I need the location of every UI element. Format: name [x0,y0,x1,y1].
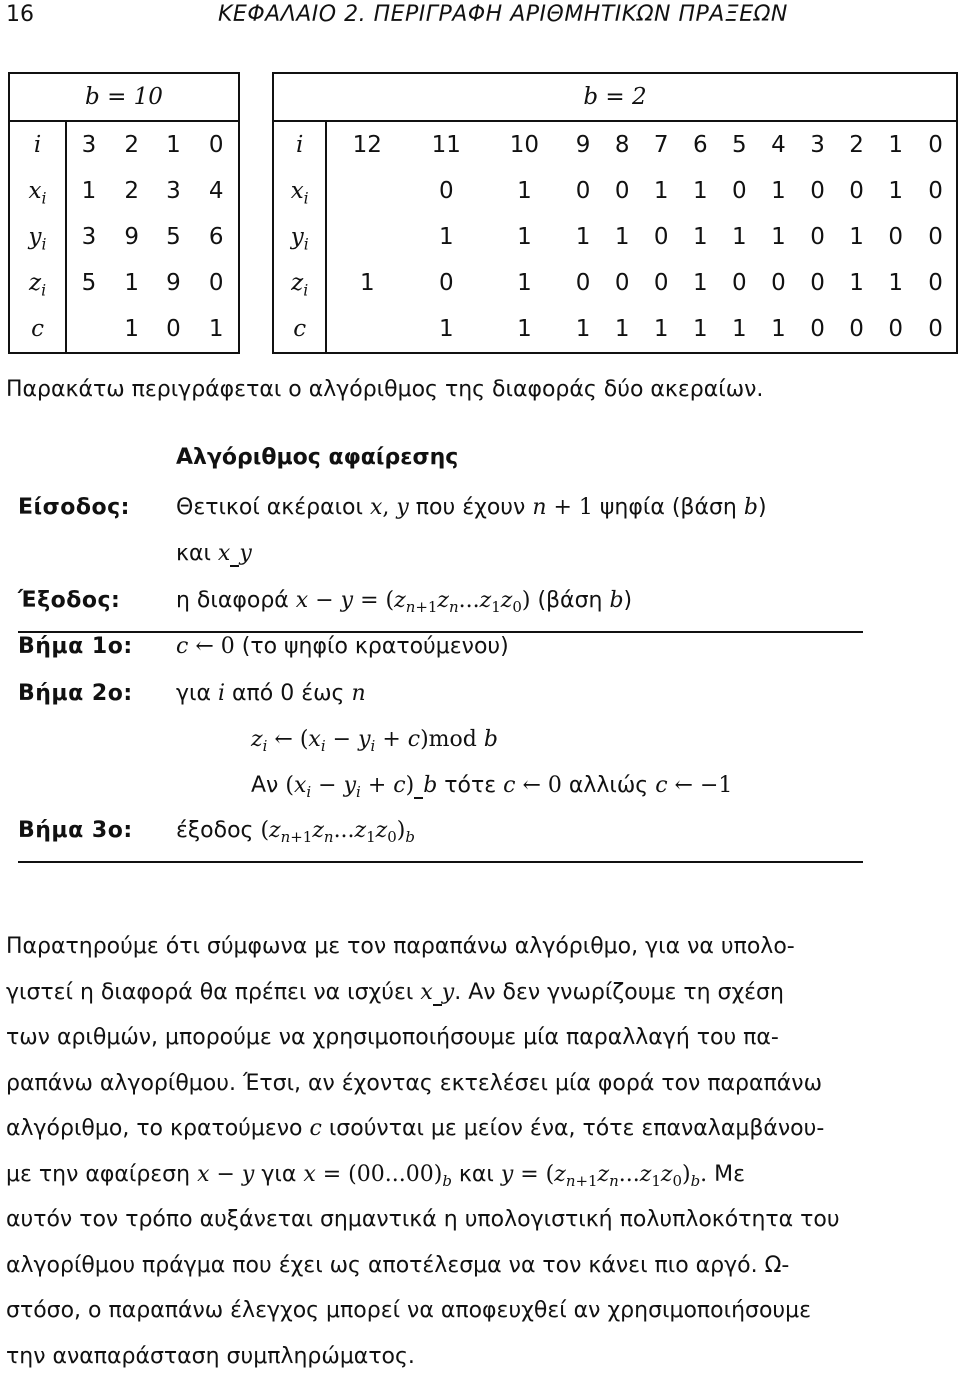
remark-text: ισούνται με μείον ένα, τότε επαναλαμβάνου- [329,1116,824,1141]
table-row [9,168,239,214]
table-cell: 0 [915,260,957,306]
table-cell: 3 [66,121,111,168]
remark-line: με την αφαίρεση x − y για $x = (00...00)_b$ και $y = (z_{n+1}z_n...z_1z_0)_b$. Με [6,1152,940,1198]
row-header [9,121,66,168]
geq-symbol [230,543,239,567]
table-cell: 0 [915,121,957,168]
table-cell: 2 [111,168,153,214]
table-cell: 3 [798,121,837,168]
table-row [9,121,239,168]
table-cell: 2 [837,121,876,168]
table-cell: 1 [681,306,720,353]
table-cell: 9 [564,121,603,168]
remark-text: αλγόριθμο, το κρατούμενο [6,1116,303,1141]
row-header-subscript: i [42,234,47,253]
table-cell: 0 [798,168,837,214]
step-2-if: Αν [251,773,278,798]
step-2-label: Βήμα 2ο: [18,681,133,706]
table-title: b = 10 [9,73,239,121]
algorithm-step-2-condition [18,773,873,819]
remark-text: και [459,1162,494,1187]
table-cell: 0 [837,168,876,214]
step-1-label: Βήμα 1ο: [18,634,133,659]
remark-line: στόσο, ο παραπάνω έλεγχος μπορεί να αποφευχθεί αν χρησιμοποιήσουμε [6,1288,940,1334]
table-cell [326,214,407,260]
table-cell: 1 [837,260,876,306]
table-cell: 1 [681,168,720,214]
table-cell: 1 [407,214,485,260]
table-cell: 5 [66,260,111,306]
input-text-part: ψηφία (βάση [600,495,737,520]
algorithm-title: Αλγόριθμος αφαίρεσης [176,445,458,470]
page-header [6,0,954,30]
row-header [273,121,326,168]
table-cell: 1 [153,121,195,168]
row-header-symbol: i [296,132,303,158]
step-2-text-part: για [176,681,211,706]
row-header [9,260,66,306]
table-row [273,214,957,260]
row-header [273,168,326,214]
step-3-label: Βήμα 3ο: [18,818,133,843]
remark-paragraph [6,924,940,1379]
geq-symbol [414,775,423,799]
table-cell: 1 [485,306,563,353]
step-2-text-part: από 0 έως [232,681,344,706]
row-header [9,306,66,353]
table-cell: 1 [603,306,642,353]
row-header [9,214,66,260]
table-base-2 [272,72,958,354]
row-header-subscript: i [41,280,46,299]
output-text-part: (βάση [537,588,602,613]
table-cell: 0 [194,260,239,306]
table-row [273,260,957,306]
row-header [9,168,66,214]
table-cell: 2 [111,121,153,168]
table-cell: 0 [915,214,957,260]
input-label: Είσοδος: [18,495,130,520]
table-row [273,121,957,168]
page-number: 16 [6,2,34,27]
table-cell: 0 [798,306,837,353]
table-cell: 1 [759,168,798,214]
remark-line: ραπάνω αλγορίθμου. Έτσι, αν έχοντας εκτελέσει μία φορά τον παραπάνω [6,1061,940,1107]
row-header-subscript: i [304,234,309,253]
table-cell: 0 [876,306,915,353]
table-cell: 9 [153,260,195,306]
row-header-symbol: c [293,316,306,342]
table-cell: 1 [603,214,642,260]
table-cell: 0 [603,168,642,214]
step-3-text: έξοδος $(z_{n+1}z_n...z_1z_0)_b$ [176,818,415,843]
table-cell: 0 [798,214,837,260]
step-1-text: c ← 0 (το ψηφίο κρατούμενου) [176,634,509,659]
table-cell: 5 [720,121,759,168]
step-1-text-part: (το ψηφίο κρατούμενου) [242,634,509,659]
row-header-symbol: i [34,132,41,158]
table-cell: 1 [720,306,759,353]
row-header-subscript: i [42,188,47,207]
remark-line: την αναπαράσταση συμπληρώματος. [6,1334,940,1379]
table-cell: 1 [759,306,798,353]
table-cell: 1 [485,168,563,214]
table-cell: 1 [564,214,603,260]
table-cell: 1 [111,306,153,353]
table-row [9,214,239,260]
remark-text: για [261,1162,296,1187]
table-cell: 11 [407,121,485,168]
table-cell: 0 [915,168,957,214]
table-cell: 1 [681,214,720,260]
table-cell: 7 [642,121,681,168]
chapter-title: ΚΕΦΑΛΑΙΟ 2. ΠΕΡΙΓΡΑΦΗ ΑΡΙΘΜΗΤΙΚΩΝ ΠΡΑΞΕΩΝ [218,2,788,27]
table-cell: 1 [326,260,407,306]
remark-line: Παρατηρούμε ότι σύμφωνα με τον παραπάνω αλγόριθμο, για να υπολο- [6,924,940,970]
table-cell: 1 [485,260,563,306]
input-condition-text: και x y [176,541,252,567]
output-text: η διαφορά $x - y = (z_{n+1}z_n...z_1z_0)$ (βάση b) [176,588,632,613]
table-row [9,306,239,353]
table-cell: 9 [111,214,153,260]
step-2-text: για i από 0 έως n [176,681,366,706]
table-cell: 0 [407,260,485,306]
row-header-subscript: i [303,280,308,299]
row-header [273,306,326,353]
algorithm-step-2 [18,681,873,727]
input-text-part: Θετικοί ακέραιοι [176,495,363,520]
step-2-assign-text: $z_i$ ← $(x_i - y_i + c)mod$ b [251,727,498,752]
table-cell: 5 [153,214,195,260]
table-cell: 1 [681,260,720,306]
table-cell [66,306,111,353]
table-cell: 0 [915,306,957,353]
table-row [273,168,957,214]
table-cell: 1 [485,214,563,260]
remark-text: Με [714,1162,745,1187]
input-text: Θετικοί ακέραιοι x, y που έχουν n + 1 ψηφία (βάση b) [176,495,767,520]
row-header-symbol: y [29,224,42,250]
table-cell: 0 [720,168,759,214]
table-cell: 0 [642,214,681,260]
remark-line: γιστεί η διαφορά θα πρέπει να ισχύει x y. Αν δεν γνωρίζουμε τη σχέση [6,970,940,1016]
table-base-10 [8,72,240,354]
row-header-symbol: z [291,270,303,296]
row-header-subscript: i [304,188,309,207]
table-cell: 0 [642,260,681,306]
table-cell: 1 [111,260,153,306]
output-text-part: η διαφορά [176,588,289,613]
table-cell: 4 [759,121,798,168]
algorithm-divider [18,631,863,633]
row-header-symbol: c [31,316,44,342]
row-header [273,260,326,306]
table-cell: 1 [407,306,485,353]
table-cell: 8 [603,121,642,168]
table-cell: 1 [564,306,603,353]
table-cell: 0 [837,306,876,353]
step-3-text-part: έξοδος [176,818,253,843]
table-cell: 1 [876,121,915,168]
row-header-symbol: z [29,270,41,296]
input-text-part: και [176,541,211,566]
table-cell: 0 [603,260,642,306]
algorithm-input-condition [18,541,873,587]
table-cell: 1 [837,214,876,260]
table-cell [326,168,407,214]
row-header [273,214,326,260]
step-2-else: αλλιώς [569,773,648,798]
remark-line: αλγορίθμου πράγμα που έχει ως αποτέλεσμα να τον κάνει πιο αργό. Ω- [6,1243,940,1289]
table-cell: 1 [66,168,111,214]
table-cell: 1 [876,168,915,214]
intro-paragraph: Παρακάτω περιγράφεται ο αλγόριθμος της διαφοράς δύο ακεραίων. [6,367,940,413]
table-cell: 6 [681,121,720,168]
algorithm-input [18,495,873,541]
algorithm-step-2-assign [18,727,873,773]
table-cell: 0 [720,260,759,306]
table-cell: 1 [759,214,798,260]
table-cell: 0 [759,260,798,306]
remark-line: αυτόν τον τρόπο αυξάνεται σημαντικά η υπολογιστική πολυπλοκότητα του [6,1197,940,1243]
remark-line: αλγόριθμο, το κρατούμενο c ισούνται με μείον ένα, τότε επαναλαμβάνου- [6,1106,940,1152]
output-label: Έξοδος: [18,588,120,613]
row-header-symbol: x [29,178,42,204]
table-cell: 0 [876,214,915,260]
table-cell: 3 [153,168,195,214]
table-cell: 1 [720,214,759,260]
table-row [273,306,957,353]
table-cell: 1 [876,260,915,306]
remark-line: των αριθμών, μπορούμε να χρησιμοποιήσουμε μία παραλλαγή του πα- [6,1015,940,1061]
algorithm-step-1 [18,634,873,680]
table-cell: 0 [564,260,603,306]
geq-symbol [433,982,442,1006]
table-cell: 0 [194,121,239,168]
table-cell: 4 [194,168,239,214]
table-cell: 0 [798,260,837,306]
row-header-symbol: x [291,178,304,204]
table-cell: 6 [194,214,239,260]
row-header-symbol: y [291,224,304,250]
step-2-condition-text: Αν $(x_i - y_i + c)$ b τότε c ← 0 αλλιώς c ← −1 [251,773,732,799]
table-cell: 3 [66,214,111,260]
remark-text: . Αν δεν γνωρίζουμε τη σχέση [454,980,784,1005]
table-cell: 0 [564,168,603,214]
table-cell: 12 [326,121,407,168]
remark-text: γιστεί η διαφορά θα πρέπει να ισχύει [6,980,413,1005]
table-cell: 0 [407,168,485,214]
input-text-part: που έχουν [416,495,526,520]
table-cell: 0 [153,306,195,353]
table-cell: 1 [642,168,681,214]
table-cell [326,306,407,353]
step-2-then: τότε [444,773,496,798]
table-row [9,260,239,306]
remark-text: με την αφαίρεση [6,1162,190,1187]
algorithm-step-3 [18,818,873,864]
table-cell: 1 [194,306,239,353]
algorithm-bottom-rule [18,861,863,863]
table-cell: 10 [485,121,563,168]
table-title: b = 2 [273,73,957,121]
algorithm-output [18,588,873,634]
table-cell: 1 [642,306,681,353]
